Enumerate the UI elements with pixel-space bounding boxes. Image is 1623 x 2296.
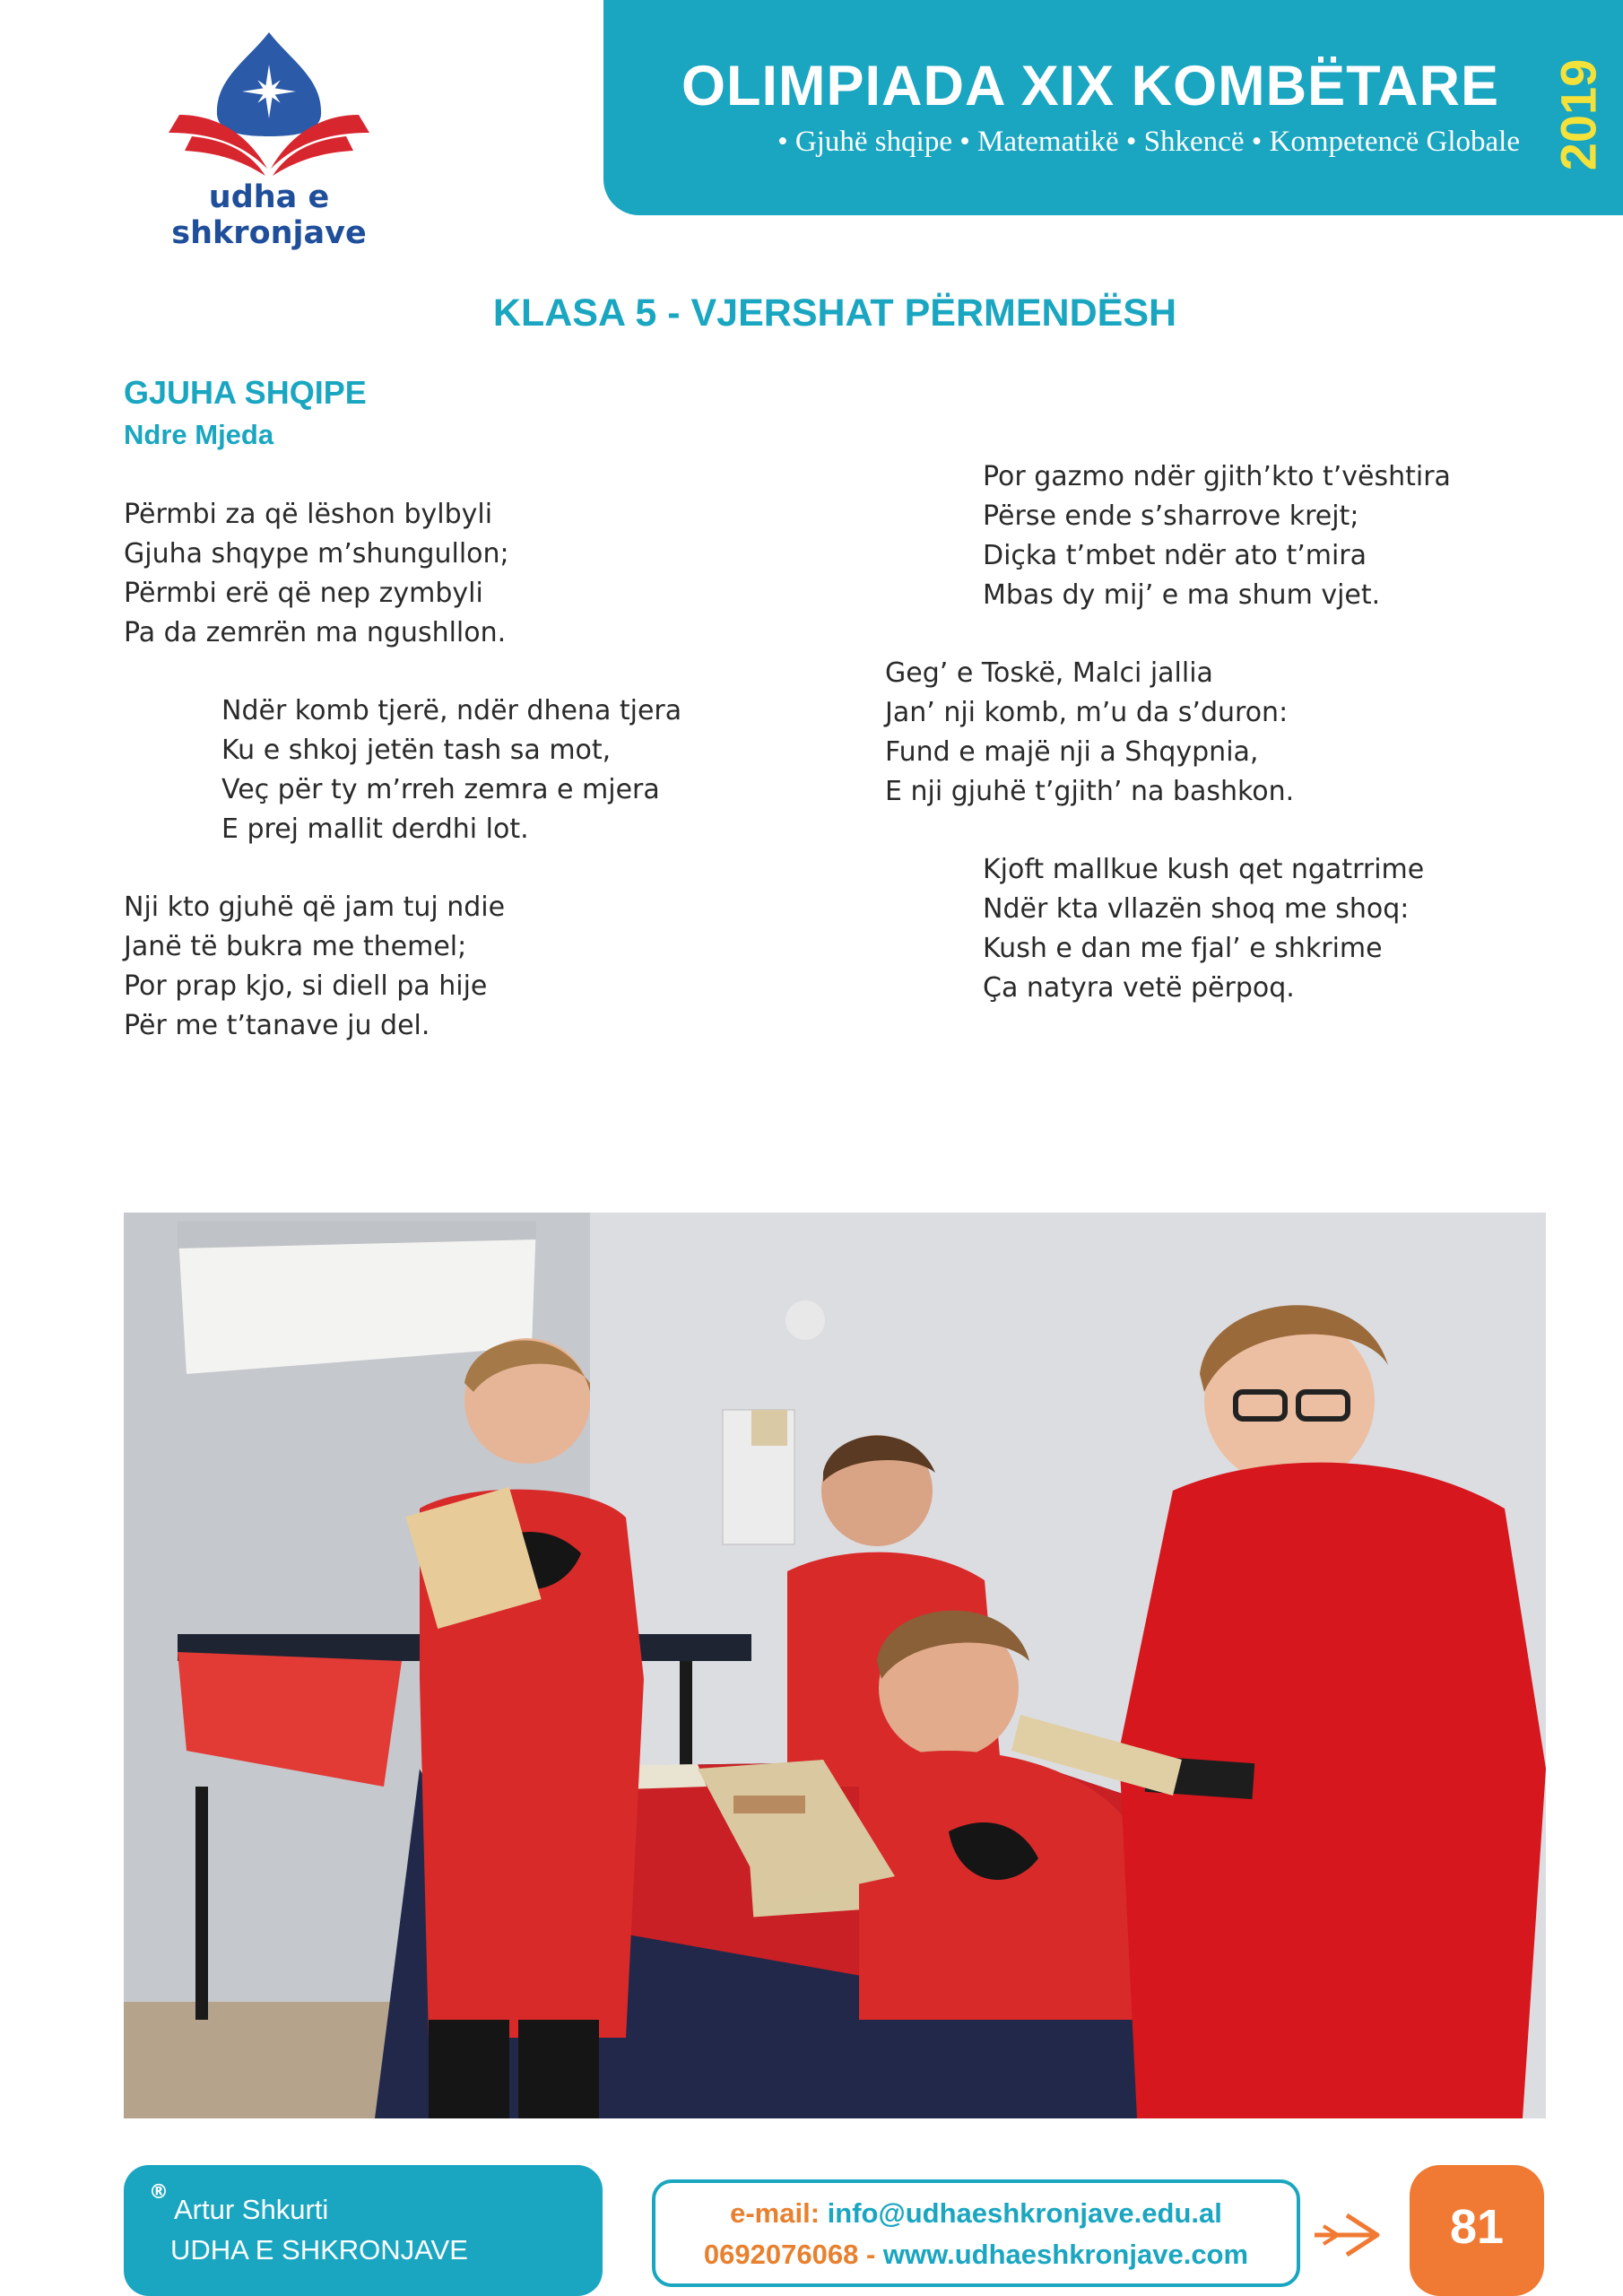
year-label: 2019 <box>1549 58 1607 171</box>
header-subtitle: • Gjuhë shqipe • Matematikë • Shkencë • Kompetencë Globale <box>777 126 1520 158</box>
verse-line: Përmbi erë që nep zymbyli <box>124 578 483 609</box>
footer-contact-box <box>652 2179 1300 2287</box>
footer-org: UDHA E SHKRONJAVE <box>170 2234 468 2266</box>
footer-author: Artur Shkurti <box>174 2194 329 2225</box>
page-title: KLASA 5 - VJERSHAT PËRMENDËSH <box>492 291 1177 335</box>
registered-mark: ® <box>149 2181 169 2204</box>
verse-line: Mbas dy mij’ e ma shum vjet. <box>983 579 1381 611</box>
page-number-badge <box>1410 2165 1544 2296</box>
phone-web-line <box>655 2239 1297 2271</box>
verse-line: E prej mallit derdhi lot. <box>221 813 529 845</box>
verse-line: Ku e shkoj jetën tash sa mot, <box>221 735 612 766</box>
verse-line: Janë të bukra me themel; <box>124 931 467 962</box>
stanza-1 <box>124 495 509 653</box>
verse-line: Kush e dan me fjal’ e shkrime <box>983 933 1383 964</box>
stanza-4 <box>983 457 1451 615</box>
verse-line: Nji kto gjuhë që jam tuj ndie <box>124 891 506 923</box>
poem-title: GJUHA SHQIPE <box>124 374 367 411</box>
verse-line: Fund e majë nji a Shqypnia, <box>885 736 1259 768</box>
stanza-5 <box>885 654 1294 812</box>
verse-line: Përmbi za që lëshon bylbyli <box>124 499 493 530</box>
verse-line: Pa da zemrën ma ngushllon. <box>124 617 507 648</box>
verse-line: Geg’ e Toskë, Malci jallia <box>885 657 1213 689</box>
logo <box>135 25 404 251</box>
verse-line: Por prap kjo, si diell pa hije <box>124 970 488 1002</box>
header-title: OLIMPIADA XIX KOMBËTARE <box>681 55 1499 117</box>
logo-text: udha e shkronjave <box>171 179 367 251</box>
stanza-2 <box>221 691 681 849</box>
verse-line: Ndër kta vllazën shoq me shoq: <box>983 893 1410 925</box>
logo-emblem-icon <box>161 25 377 182</box>
verse-line: Për me t’tanave ju del. <box>124 1010 430 1041</box>
header-band <box>603 0 1623 215</box>
email-label: e-mail: <box>730 2197 820 2229</box>
verse-line: Përse ende s’sharrove krejt; <box>983 500 1359 532</box>
verse-line: Por gazmo ndër gjith’kto t’vështira <box>983 461 1451 492</box>
stanza-3 <box>124 888 505 1046</box>
verse-line: Ndër komb tjerë, ndër dhena tjera <box>221 695 682 726</box>
phone-number[interactable]: 0692076068 <box>703 2239 859 2270</box>
verse-line: Veç për ty m’rreh zemra e mjera <box>221 774 660 805</box>
stanza-6 <box>983 850 1424 1008</box>
footer-author-box <box>124 2165 603 2296</box>
website-link[interactable]: www.udhaeshkronjave.com <box>882 2239 1249 2270</box>
arrow-right-icon <box>1311 2208 1383 2262</box>
verse-line: E nji gjuhë t’gjith’ na bashkon. <box>885 776 1295 807</box>
verse-line: Jan’ nji komb, m’u da s’duron: <box>885 697 1289 728</box>
verse-line: Diçka t’mbet ndër ato t’mira <box>983 540 1367 571</box>
photo-students-reading <box>124 1213 1546 2118</box>
page-number: 81 <box>1449 2200 1505 2254</box>
verse-line: Kjoft mallkue kush qet ngatrrime <box>983 854 1425 885</box>
photo-illustration <box>124 1213 1546 2118</box>
email-line <box>655 2197 1297 2230</box>
verse-line: Ça natyra vetë përpoq. <box>983 972 1295 1004</box>
verse-line: Gjuha shqype m’shungullon; <box>124 538 509 570</box>
email-link[interactable]: info@udhaeshkronjave.edu.al <box>827 2197 1222 2229</box>
header-year <box>1533 52 1623 178</box>
poem-author: Ndre Mjeda <box>124 419 274 450</box>
separator: - <box>865 2239 876 2270</box>
